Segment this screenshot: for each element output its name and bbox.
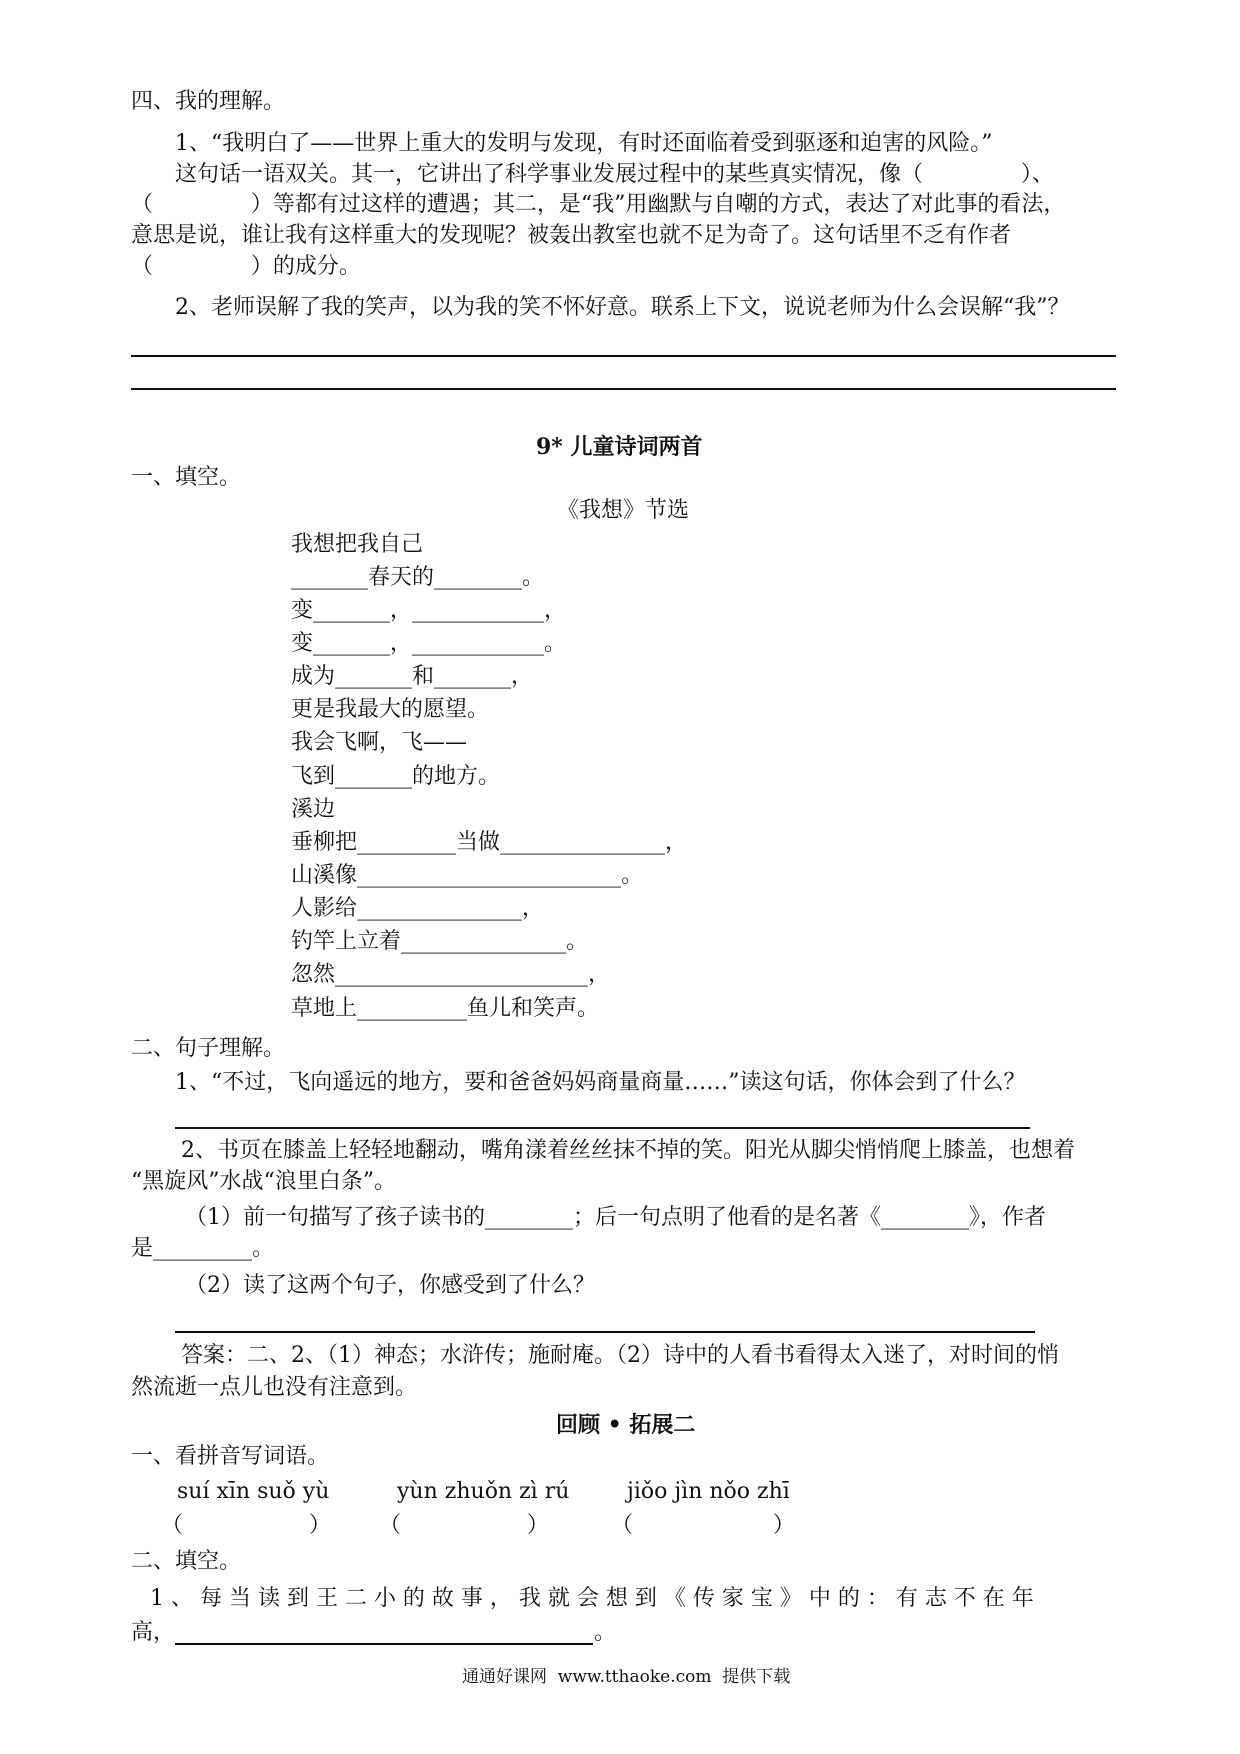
lesson9-q2-line1: 2、书页在膝盖上轻轻地翻动，嘴角漾着丝丝抹不掉的笑。阳光从脚尖悄悄爬上膝盖，也想着 (181, 1138, 1076, 1163)
section4-q1-line2: （ ）等都有过这样的遭遇；其二，是“我”用幽默与自嘲的方式，表达了对此事的看法， (131, 192, 1066, 217)
answer-line (175, 1331, 1035, 1333)
poem-line: 飞到_______的地方。 (291, 764, 501, 789)
part2-heading: 二、句子理解。 (131, 1036, 286, 1061)
fill1-line1: 1 、 每 当 读 到 王 二 小 的 故 事 ， 我 就 会 想 到 《 传 家 宝 》 中 的 ： 有 志 不 在 年 (150, 1586, 1034, 1611)
page-footer: 通通好课网 www.tthaoke.com 提供下载 (462, 1667, 791, 1687)
poem-line: 钓竿上立着_______________。 (291, 929, 589, 954)
review-part2-heading: 二、填空。 (131, 1549, 242, 1574)
poem-line: 我想把我自己 (291, 532, 424, 557)
lesson9-q2-sub2: （2）读了这两个句子，你感受到了什么？ (185, 1273, 595, 1298)
poem-line: 垂柳把_________当做_______________， (291, 830, 688, 855)
answer-bracket-1: （ ） (161, 1513, 331, 1538)
poem-title: 《我想》节选 (557, 498, 690, 523)
pinyin-3: jiǒo jìn nǒo zhī (627, 1479, 790, 1504)
poem-line: 山溪像________________________。 (291, 863, 644, 888)
poem-line: 草地上__________鱼儿和笑声。 (291, 996, 600, 1021)
lesson9-q2-sub1-line2: 是_________。 (131, 1236, 275, 1261)
poem-line: 忽然_______________________， (291, 962, 611, 987)
poem-line: 成为_______和_______， (291, 664, 534, 689)
section4-q1-quote: 1、“我明白了——世界上重大的发明与发现，有时还面临着受到驱逐和迫害的风险。” (175, 131, 993, 156)
answer-line1: 答案：二、2、（1）神态；水浒传；施耐庵。（2）诗中的人看书看得太入迷了，对时间的悄 (181, 1343, 1059, 1368)
review-part1-heading: 一、看拼音写词语。 (131, 1444, 330, 1469)
poem-line: 更是我最大的愿望。 (291, 697, 490, 722)
lesson9-q1: 1、“不过，飞向遥远的地方，要和爸爸妈妈商量商量……”读这句话，你体会到了什么？ (175, 1070, 1026, 1095)
section4-heading: 四、我的理解。 (131, 89, 286, 114)
fill1-line2-suffix: 。 (594, 1620, 617, 1645)
lesson-title: 9* 儿童诗词两首 (536, 434, 703, 460)
section4-q1-line4: （ ）的成分。 (131, 254, 361, 279)
lesson9-q2-line2: “黑旋风”水战“浪里白条”。 (131, 1169, 396, 1194)
answer-bracket-2: （ ） (379, 1513, 549, 1538)
answer-bracket-3: （ ） (611, 1513, 795, 1538)
answer-line (131, 355, 1116, 357)
poem-line: 变_______，____________， (291, 598, 567, 623)
section4-q1-line1: 这句话一语双关。其一，它讲出了科学事业发展过程中的某些真实情况，像（ ）、 (175, 162, 1054, 187)
poem-line: 人影给_______________， (291, 896, 545, 921)
poem-line: 我会飞啊，飞—— (291, 730, 468, 755)
part1-heading: 一、填空。 (131, 465, 242, 490)
fill1-line2-prefix: 高， (131, 1620, 176, 1645)
fill-blank-line (175, 1643, 593, 1645)
poem-line: 溪边 (291, 797, 336, 822)
pinyin-2: yùn zhuǒn zì rú (397, 1479, 570, 1504)
review-title: 回顾 • 拓展二 (556, 1412, 696, 1438)
section4-q2: 2、老师误解了我的笑声，以为我的笑不怀好意。联系上下文，说说老师为什么会误解“我”？ (175, 295, 1070, 320)
answer-line (131, 388, 1116, 390)
poem-line: _______春天的________。 (291, 565, 545, 590)
answer-line2: 然流逝一点儿也没有注意到。 (131, 1375, 418, 1400)
lesson9-q2-sub1-line1: （1）前一句描写了孩子读书的________；后一句点明了他看的是名著《________》，作者 (185, 1205, 1046, 1230)
section4-q1-line3: 意思是说，谁让我有这样重大的发现呢？被轰出教室也就不足为奇了。这句话里不乏有作者 (131, 223, 1012, 248)
poem-line: 变_______，____________。 (291, 631, 567, 656)
answer-line (175, 1127, 1030, 1129)
pinyin-1: suí xīn suǒ yù (177, 1479, 330, 1504)
